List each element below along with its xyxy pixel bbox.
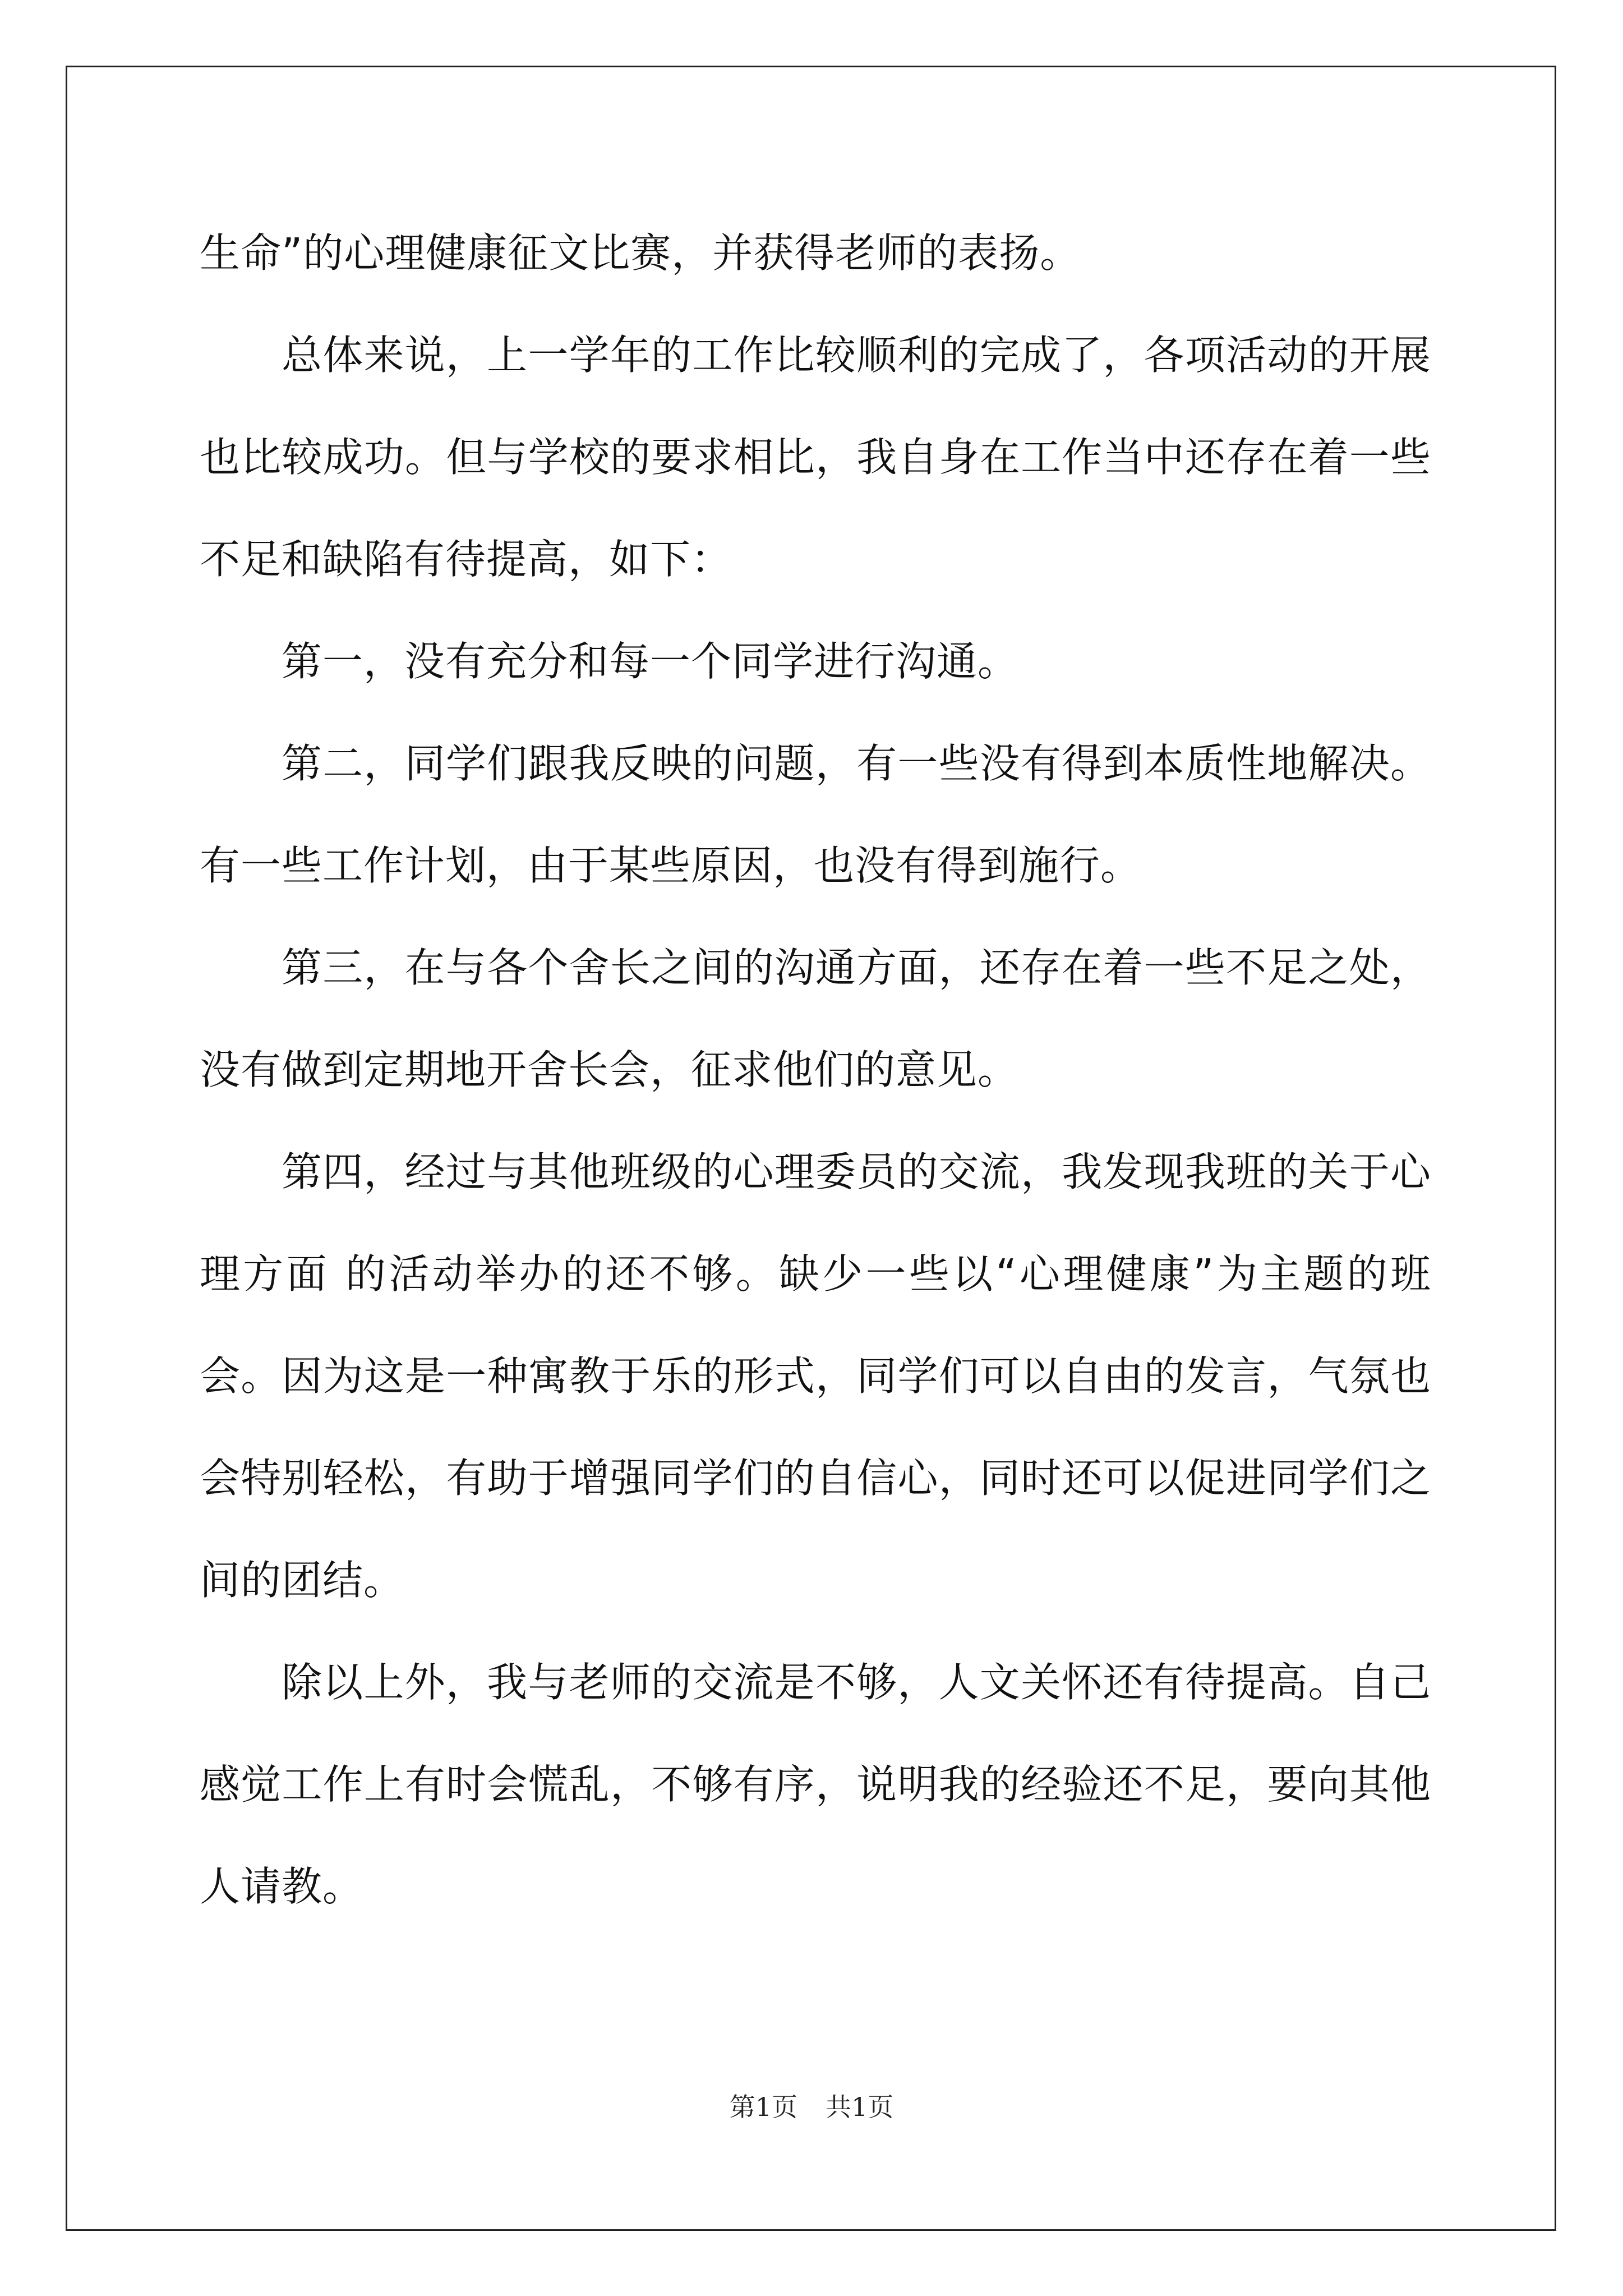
paragraph-6: 第四，经过与其他班级的心理委员的交流，我发现我班的关于心理方面 的活动举办的还不够。缺少一些以“心理健康”为主题的班会。因为这是一种寓教于乐的形式，同学们可以自由的发言，气氛也会特别轻松，有助于增强同学们的自信心，同时还可以促进同学们之间的团结。 <box>200 1148 1431 1604</box>
paragraph-7: 除以上外，我与老师的交流是不够，人文关怀还有待提高。自己感觉工作上有时会慌乱，不够有序，说明我的经验还不足，要向其他人请教。 <box>200 1659 1431 1910</box>
paragraph-1: 生命”的心理健康征文比赛，并获得老师的表扬。 <box>200 229 1081 277</box>
paragraph-2: 总体来说，上一学年的工作比较顺利的完成了，各项活动的开展也比较成功。但与学校的要求相比，我自身在工作当中还存在着一些不足和缺陷有待提高，如下： <box>200 332 1431 583</box>
paragraph-4: 第二，同学们跟我反映的问题，有一些没有得到本质性地解决。有一些工作计划，由于某些原因，也没有得到施行。 <box>200 740 1431 889</box>
page-number-current: 第1页 <box>729 2092 797 2122</box>
page-footer <box>0 2087 1623 2124</box>
page-number-total: 共1页 <box>826 2092 894 2122</box>
paragraph-5: 第三，在与各个舍长之间的沟通方面，还存在着一些不足之处，没有做到定期地开舍长会，征求他们的意见。 <box>200 944 1431 1093</box>
paragraph-3: 第一，没有充分和每一个同学进行沟通。 <box>282 638 1019 685</box>
document-body <box>200 202 1431 1938</box>
